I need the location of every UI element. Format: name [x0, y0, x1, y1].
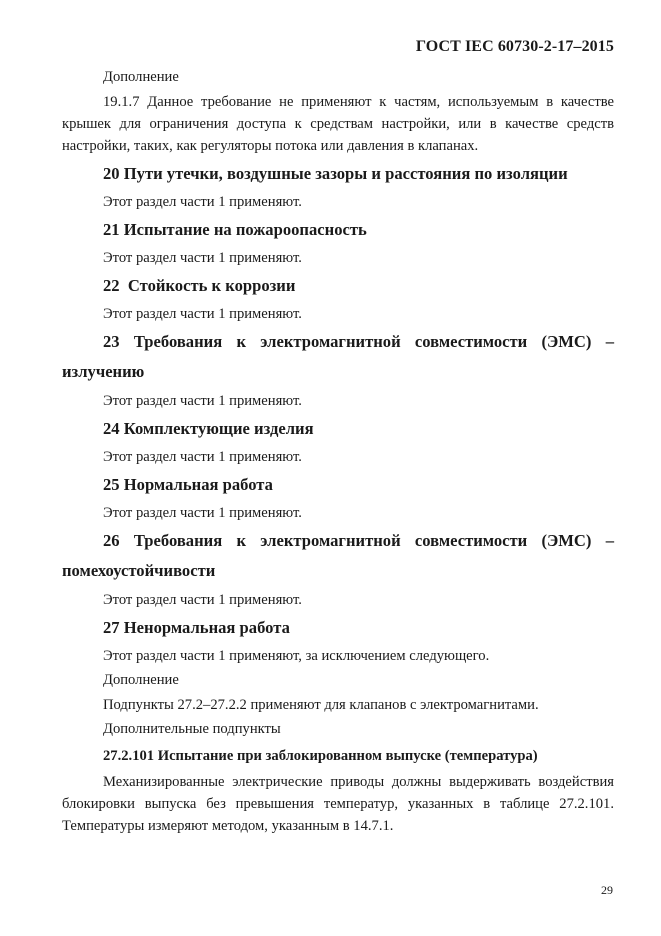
section-text-27: Этот раздел части 1 применяют, за исключением следующего.: [103, 647, 490, 664]
section-heading-25: 25 Нормальная работа: [103, 475, 273, 494]
section-heading-23: 23 Требования к электромагнитной совместимости (ЭМС) – излучению: [62, 332, 614, 381]
addition-label: Дополнение: [103, 69, 179, 85]
clause-27-2-note: Подпункты 27.2–27.2.2 применяют для клапанов с электромагнитами.: [103, 696, 539, 713]
section-text-21: Этот раздел части 1 применяют.: [103, 249, 302, 266]
section-heading-20: 20 Пути утечки, воздушные зазоры и расстояния по изоляции: [103, 164, 568, 183]
clause-19-1-7: 19.1.7 Данное требование не применяют к частям, используемым в качестве крышек для ограничения доступа к средствам настройки, или в качестве средств настройки, таких, как регуляторы потока или давления в клапанах.: [62, 93, 614, 154]
section-text-24: Этот раздел части 1 применяют.: [103, 448, 302, 465]
subclause-heading-27-2-101: 27.2.101 Испытание при заблокированном выпуске (температура): [103, 747, 538, 764]
section-heading-26: 26 Требования к электромагнитной совместимости (ЭМС) – помехоустойчивости: [62, 531, 614, 580]
section-heading-27: 27 Ненормальная работа: [103, 618, 290, 637]
document-standard-title: ГОСТ IEC 60730-2-17–2015: [415, 38, 614, 55]
section-text-26: Этот раздел части 1 применяют.: [103, 591, 302, 608]
subclause-text-27-2-101: Механизированные электрические приводы должны выдерживать воздействия блокировки выпуска без превышения температур, указанных в таблице 27.2.101. Температуры измеряют методом, указанным в 14.7.1.: [62, 773, 614, 834]
section-text-20: Этот раздел части 1 применяют.: [103, 193, 302, 210]
section-heading-22: 22 Стойкость к коррозии: [103, 276, 296, 295]
section-heading-24: 24 Комплектующие изделия: [103, 419, 314, 438]
page-number: 29: [601, 883, 613, 897]
section-text-22: Этот раздел части 1 применяют.: [103, 305, 302, 322]
section-text-23: Этот раздел части 1 применяют.: [103, 392, 302, 409]
document-body: [62, 66, 614, 839]
additional-subclauses-label: Дополнительные подпункты: [103, 721, 281, 737]
section-text-25: Этот раздел части 1 применяют.: [103, 504, 302, 521]
addition-label-2: Дополнение: [103, 672, 179, 688]
section-heading-21: 21 Испытание на пожароопасность: [103, 220, 367, 239]
